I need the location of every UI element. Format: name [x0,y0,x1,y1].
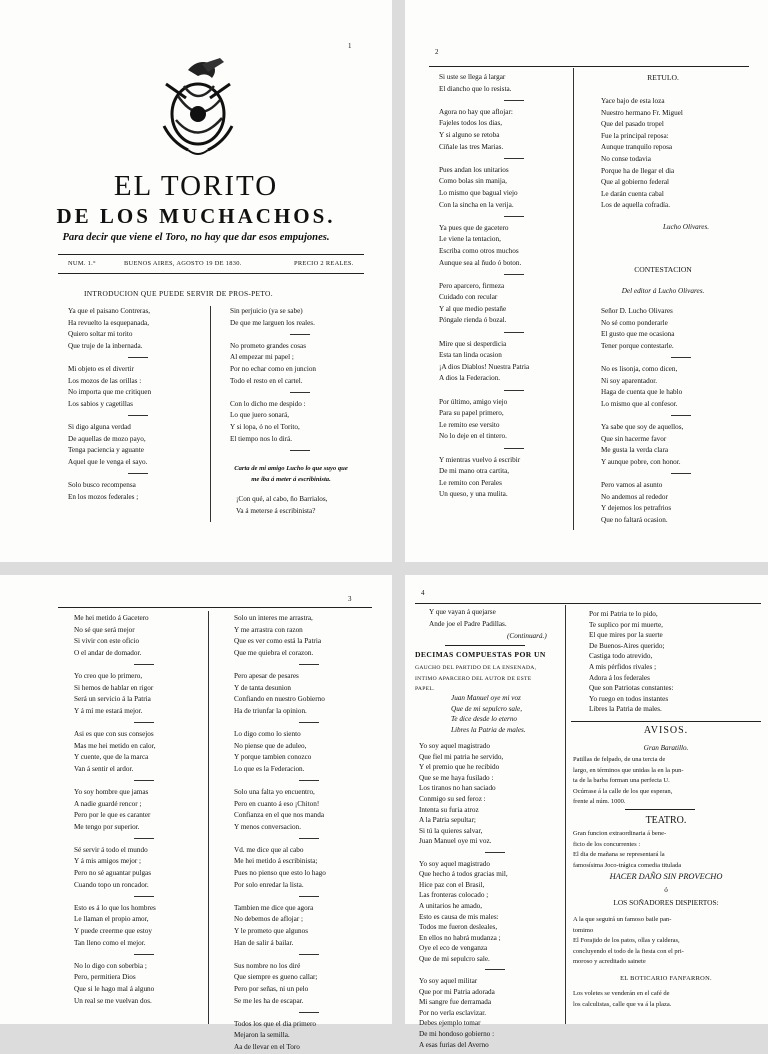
verse-line: Lo mismo que bagual viejo [439,188,518,197]
verse-line: Tenga paciencia y aguante [68,446,144,455]
verse-line: Lo mismo que al confesor. [601,399,678,408]
verse-line: Por no verla esclavizar. [419,1008,487,1017]
stanza-separator [230,387,370,399]
verse-line: Que al gobierno federal [601,178,670,187]
verse-line: Mire que si desperdicia [439,339,507,348]
verse-line: Que del pasado tropel [601,120,664,129]
stanza-separator [68,352,208,364]
verse-line: A nadie guardé rencor ; [74,799,142,808]
verse-line: Y aunque pobre, con honor. [601,457,681,466]
verse-line: ¡A dios Diablos! Nuestra Patria [439,362,530,371]
verse-line: Libres la Patria de males. [589,705,662,714]
page-number: 1 [348,42,352,50]
verse-line: Pero vamos al asunto [601,480,663,489]
verse-line: Y si lopa, ó no el Torito, [230,422,300,431]
epigraph [451,693,581,735]
verse-line: Si tú la quieres salvar, [419,826,483,835]
verse-line: No debemos de aflojar ; [234,915,304,924]
verse-line: Por mi Patria te lo pido, [589,610,658,618]
bull-trophy-emblem-icon [158,56,238,160]
stanza-separator [439,269,589,281]
verse-line: A la Patria sepultar; [419,816,476,825]
verse-line: Vd. me dice que al cabo [234,845,304,854]
verse-line: Pero aparcero, firmeza [439,281,505,290]
page-number: 3 [348,595,352,603]
verse-line: Todo el resto en el cartel. [230,376,303,385]
verse-line: No conse todavia [601,154,651,163]
page-number: 4 [421,589,425,597]
verse-line: Y al que medio pestañe [439,304,507,313]
column-rule [573,68,574,530]
verse-line: Yo soy hombre que jamas [74,787,149,796]
verse-line: Y mientras vuelvo á escribir [439,455,521,464]
verse-line: Que de mi sepulcro sale, [451,704,522,713]
verse-line: Ni soy aparentador. [601,376,658,385]
verse-line: Le darán cuenta cabal [601,189,664,198]
verse-line: Adora á los federales [589,673,650,682]
stanza-separator [439,153,589,165]
teatro-text [573,829,765,871]
stanza-separator [439,327,589,339]
verse-line: Tener porque contestarle. [601,341,674,350]
verse-line: El diancho que lo resista. [439,84,512,93]
verse-line: En los mozos federales ; [68,492,139,501]
play-or: ó [664,886,668,894]
stanza-separator [234,659,384,671]
verse-line: Para su papel primero, [439,409,504,418]
verse-line: largo, en términos que unidas la en la pun- [573,766,684,774]
stanza-separator [74,891,214,903]
verse-line: Aunque tranquilo reposa [601,143,673,152]
verse-line: Fajeles todos los dias, [439,119,503,128]
verse-line: Patillas de felpado, de una tercia de [573,756,666,763]
verse-line: Yo soy aquel militar [419,977,478,986]
verse-line: Que hecho á todos gracias mil, [419,870,508,879]
verse-line: En ellos no habrá mudanza ; [419,933,501,942]
verse-line: Quiero soltar mi torito [68,330,133,339]
verse-line: Ya pues que de gacetero [439,223,509,232]
verse-line: Yo soy aquel magistrado [419,742,490,750]
baratillo-text [573,755,765,808]
stanza-separator [234,1007,384,1019]
issue-number: NUM. 1.° [68,260,96,267]
verse-line: Juan Manuel oye mi voz [451,694,521,702]
verse-line: Por no echar como en juncion [230,364,317,373]
play-title: HACER DAÑO SIN PROVECHO [609,872,723,881]
retulo-verse [601,96,761,212]
stanza-separator [234,891,384,903]
verse-line: Y cuente, que de la marca [74,753,149,762]
stanza-separator [74,717,214,729]
verse-line: Pero por le que es caranter [74,811,151,820]
verse-line: Han de salir á bailar. [234,938,294,947]
verse-line: Pero en cuanto á eso ¡Chiton! [234,799,320,808]
verse-line: Le remito ese versito [439,420,500,429]
stanza-separator [234,775,384,787]
divider [445,645,525,646]
verse-line: Que sin hacerme favor [601,434,667,443]
verse-line: Tambien me dice que agora [234,903,314,912]
verse-line: Todos los que el dia primero [234,1019,316,1028]
verse-line: No lo deje en el tintero. [439,432,507,441]
verse-line: Pero no sé aguantar pulgas [74,869,152,878]
column-rule [208,611,209,1024]
verse-line: Se me les ha de escapar. [234,996,304,1005]
verse-line: No es lisonja, como dicen, [601,364,678,373]
verse-line: Fue la principal reposa: [601,131,669,140]
verse-line: Y si alguno se retoba [439,130,500,139]
verse-line: Cíñale las tres Marias. [439,142,504,151]
verse-line: Yo ruego en todos instantes [589,694,669,703]
verse-line: Los de aquella cofradía. [601,201,671,210]
verse-line: Y le prometo que algunos [234,927,308,936]
column-rule [210,306,211,522]
retulo-title: RETULO. [647,73,679,82]
verse-line: Mi objeto es el divertir [68,364,134,373]
divider [429,66,749,67]
verse-line: A unitarios he amado, [419,901,483,910]
verse-line: Los voletes se venderán en el café de [573,990,670,997]
play-subtitle: LOS SOÑADORES DISPIERTOS: [613,898,719,907]
stanza-separator [74,833,214,845]
verse-line: Ya sabe que soy de aquellos, [601,422,684,431]
stanza-separator [234,949,384,961]
verse-line: Pues no pienso que esto lo hago [234,869,326,878]
stanza-separator [230,329,370,341]
verse-line: Lo que juero sonará, [230,411,290,420]
verse-line: INTIMO APARCERO DEL AUTOR DE ESTE [415,675,532,682]
price: PRECIO 2 REALES. [294,260,354,267]
verse-line: Y menos conversacion. [234,822,301,831]
stanza-separator [439,95,589,107]
column-rule [565,605,566,1024]
verse-line: Me hei metido á escribinista; [234,857,318,866]
verse-line: Debes ejemplo tomar [419,1019,481,1028]
verse-line: Pero por señas, ni un pelo [234,985,309,993]
dateline: BUENOS AIRES, AGOSTO 19 DE 1830. [124,260,242,267]
verse-line: Que es ver como está la Patria [234,637,322,646]
verse-line: Como bolas sin manija, [439,177,507,186]
verse-line: Esto es á lo que los hombres [74,903,156,912]
verse-line: Al empezar mi papel ; [230,353,294,362]
page-4 [405,575,768,1049]
verse-line: Y á mí me estará mejor. [74,706,143,715]
stanza-separator [439,385,589,397]
verse-line: Que se me haya fusilado : [419,773,494,782]
verse-line: Aunque sea al ñudo ó boton. [439,258,522,267]
stanza-separator [419,964,571,976]
divider [58,273,364,274]
verse-line: Ande joe el Padre Padillas. [429,619,507,628]
verse-line: ficio de los concurrentes : [573,840,641,848]
verse-line: concluyendo el todo de la fiesta con el pri- [573,947,684,955]
column-left [74,613,214,1007]
verse-line: Haga de cuenta que le hablo [601,388,683,397]
verse-line: A mis pérfidos rivales ; [589,662,657,671]
verse-line: Que de mi sepulcro sale. [419,954,490,963]
verse-line: Juan Manuel oye mi voz. [419,837,492,846]
verse-line: El que mires por la suerte [589,631,663,640]
verse-line: Yo soy aquel magistrado [419,859,490,868]
verse-line: Si hemos de hablar en rigor [74,683,154,692]
verse-line: Ocúrrase á la calle de los que esperan, [573,787,673,795]
decimas-title: DECIMAS COMPUESTAS POR UN [415,650,546,659]
verse-line: Asi es que con sus consejos [74,729,154,738]
verse-line: Solo un interes me arrastra, [234,614,313,622]
verse-line: Yo creo que lo primero, [74,671,143,680]
contestacion-verse [601,306,761,526]
verse-line: Le llaman el propio amor, [74,915,149,924]
verse-line: Póngale rienda ó bozal. [439,316,507,325]
verse-line: Oye el eco de venganza [419,944,488,953]
decimas-subtitle [415,663,575,695]
verse-line: No piense que de aduleo, [234,741,307,750]
verse-line: Aquel que le venga el sayo. [68,457,148,466]
verse-line: A la que seguirá un famoso baile pan- [573,916,672,923]
verse-line: Será un servicio á la Patria [74,695,151,704]
stanza-separator [601,468,761,480]
verse-line: Van á sentir el ardor. [74,764,134,773]
verse-line: No sé que será mejor [74,625,135,634]
divider [625,809,695,810]
verse-line: Cuando topo un roncador. [74,880,149,889]
verse-line: Solo busco recompensa [68,480,136,489]
page-3 [0,575,392,1051]
avisos-title: AVISOS. [643,725,689,736]
stanza-separator [74,659,214,671]
verse-line: No lo digo con soberbia ; [74,961,147,970]
verse-line: A esas furias del Averno [419,1040,489,1049]
verse-line: Que por mi Patria adorada [419,987,495,996]
verse-line: famosísima Joco-trágica comedia titulada [573,861,682,869]
page-1 [0,0,392,562]
verse-line: Y me arrastra con razon [234,625,303,634]
verse-line: De mi hondoso gobierno : [419,1030,495,1039]
verse-line: Yace bajo de esta loza [601,97,665,105]
verse-line: me iba á meter á escribinista. [251,475,331,483]
verse-line: Carta de mi amigo Lucho lo que suyo que [234,465,348,472]
stanza-separator [419,847,571,859]
verse-line: Que si le hago mal á alguno [74,985,155,993]
verse-line: De Buenos-Aires querido; [589,641,665,650]
verse-line: Y de tanta desunion [234,683,292,692]
verse-line: Le remito con Perales [439,478,502,487]
verse-line: Confianza en el que nos manda [234,811,325,820]
verse-line: El gusto que me ocasiona [601,330,675,339]
verse-line: Todos me fueron desleales, [419,923,498,932]
stanza-separator [68,468,208,480]
verse-line: Escriba como otros muchos [439,246,519,255]
teatro-program [573,915,765,968]
verse-line: No andemos al rededor [601,492,668,501]
verse-line: Cuidado con recular [439,293,498,302]
verse-line: Porque ha de llegar el dia [601,166,675,175]
column-left [439,72,589,501]
verse-line: Va á meterse á escribinista? [236,506,316,515]
verse-line: Y dejemos los petrafrios [601,504,672,513]
verse-line: tomimo [573,926,594,934]
verse-line: Te dice desde lo eterno [451,715,518,724]
verse-line: Sin perjuicio (ya se sabe) [230,307,303,315]
verse-line: Con lo dicho me despido : [230,399,306,408]
verse-line: Me hei metido á Gacetero [74,614,149,622]
page-number: 2 [435,48,439,56]
teatro-title: TEATRO. [645,815,687,826]
verse-line: GAUCHO DEL PARTIDO DE LA ENSENADA, [415,665,537,671]
verse-line: Que son Patriotas constantes: [589,684,674,693]
verse-line: Ha revuelto la esquepanada, [68,318,150,327]
verse-line: Esto es causa de mis males: [419,912,499,921]
verse-line: Que truje de la inbernada. [68,341,143,350]
verse-line: Mejaron la semilla. [234,1031,290,1040]
continuara: (Continuará.) [507,632,547,640]
verse-line: Y puede creerme que estoy [74,927,152,936]
verse-line: frente al núm. 1000. [573,798,626,806]
verse-line: Sus nombre no los diré [234,961,301,970]
verse-line: Solo una falta yo encuentro, [234,787,315,796]
verse-line: Nuestro hermano Fr. Miguel [601,108,683,117]
verse-line: Ya que el paisano Contreras, [68,307,151,315]
verse-line: Tan lleno como el mejor. [74,938,146,947]
divider [58,607,372,608]
divider [58,254,364,255]
stanza-separator [74,949,214,961]
verse-line: Con la sincha en la verija. [439,200,514,209]
verse-line: No sé como ponderarle [601,318,668,327]
verse-line: Mi sangre fue derramada [419,998,492,1007]
verse-line: Los mozos de las orillas : [68,376,142,385]
stanza-separator [230,445,370,457]
column-right [234,613,384,1054]
stanza-separator [439,211,589,223]
verse-line: Que fiel mi patria he servido, [419,752,504,761]
verse-line: Esta tan linda ocasion [439,351,502,360]
verse-line: Pero, permitiera Dios [74,973,136,982]
verse-line: No importa que me critiquen [68,388,152,397]
contestacion-subtitle: Del editor á Lucho Olivares. [621,287,705,295]
divider [415,603,761,604]
verse-line: PAPEL. [415,686,435,693]
verse-line: Lo que es la Federacion. [234,764,305,773]
column-right [230,306,370,457]
verse-line: Te suplico por mi muerte, [589,620,663,629]
verse-line: Conmigo su sed feroz : [419,794,486,803]
verse-line: Por último, amigo viejo [439,397,508,406]
verse-line: O el andar de domador. [74,648,142,657]
verse-line: Pero apesar de pesares [234,671,299,680]
section-title: INTRODUCION QUE PUEDE SERVIR DE PROS-PETO. [84,289,273,298]
stanza-separator [234,717,384,729]
verse-line: No prometo grandes cosas [230,341,307,350]
verse-line: Que siempre es gueno callar; [234,973,318,982]
verse-line: Señor D. Lucho Olivares [601,307,673,315]
verse-line: De que me larguen los reales. [230,318,315,327]
verse-line: Y el premio que he recibido [419,763,500,772]
verse-line: Los tiranos no han saciado [419,784,496,793]
page-2 [405,0,768,562]
verse-line: De aquellas de mozo payo, [68,434,146,443]
letter-heading [216,464,366,485]
verse-line: Libres la Patria de males. [451,725,526,734]
verse-line: Gran funcion extraordinaria á bene- [573,830,667,837]
verse-line: Por solo enredar la lista. [234,880,304,889]
verse-line: Mas me hei metido en calor, [74,741,156,750]
verse-line: los calculistas, calle que va á la plaza. [573,1000,672,1008]
verse-closing [589,609,759,715]
verse-line: El dia de mañana se representará la [573,851,665,859]
column-left [68,306,208,503]
verse-line: Intenta su furia atroz [419,805,479,814]
divider [571,721,761,722]
verse-line: Si digo alguna verdad [68,422,131,431]
verse-line: A dios la Federacion. [439,374,501,383]
verse-line: ta de la barba forman una perfecta U. [573,777,670,785]
verse-line: Le viene la tentacion, [439,235,501,244]
masthead-subtitle: DE LOS MUCHACHOS. [56,204,336,228]
verse-line: Lo digo como lo siento [234,729,301,738]
verse-line: Agora no hay que aflojar: [439,107,513,116]
verse-line: Y porque tambien conozco [234,753,312,762]
verse-end [429,607,579,630]
stanza-separator [439,443,589,455]
verse-line: Sé servir á todo el mundo [74,845,148,854]
verse-line: Que no faltará ocasion. [601,515,668,524]
verse-line: Las fronteras colocado ; [419,891,489,900]
verse-line: Confiando en nuestro Gobierno [234,695,325,704]
verse-line: El Forajido de los patos, ollas y calderas, [573,937,680,945]
verse-line: Hice paz con el Brasil, [419,880,485,889]
verse-line: De mi mano otra cartita, [439,467,510,476]
baratillo-title: Gran Baratillo. [643,744,689,752]
verse-line: ¡Con qué, al cabo, ño Barrialos, [236,495,328,503]
masthead-motto: Para decir que viene el Toro, no hay que dar esos empujones. [62,232,330,243]
stanza-separator [234,833,384,845]
verse-line: Me gusta la verda clara [601,446,669,455]
stanza-separator [68,410,208,422]
verse-line: Y que vayan á quejarse [429,608,496,616]
verse-line: Los sabios y cagetillas [68,399,133,408]
verse-line: Si vivir con este oficio [74,637,140,646]
stanza-separator [601,410,761,422]
column-right-end [236,494,376,517]
signature: Lucho Olivares. [663,223,710,231]
verse-line: Que me quiebra el corazon. [234,648,314,657]
masthead-title: EL TORITO [113,170,279,202]
verse-line: Aa de llevar en el Toro [234,1042,300,1051]
verse-line: El tiempo nos lo dirá. [230,434,293,443]
stanza-separator [74,775,214,787]
verse-line: Si uste se llega á largar [439,73,506,81]
teatro-closing [573,989,765,1010]
contestacion-title: CONTESTACION [634,265,692,274]
decimas-verse [419,741,571,1050]
verse-line: Ha de triunfar la opinion. [234,706,307,715]
verse-line: Me tengo por superior. [74,822,140,831]
verse-line: Castiga todo atrevido, [589,652,653,661]
verse-line: Pues andan los unitarios [439,165,509,174]
verse-line: Un queso, y una mulita. [439,490,508,499]
verse-line: moroso y acreditado sainete [573,958,646,966]
stanza-separator [601,352,761,364]
sainete-title: EL BOTICARIO FANFARRON. [620,975,712,982]
verse-line: Un real se me vuelvan dos. [74,996,152,1005]
verse-line: Y á mis amigos mejor ; [74,857,142,866]
